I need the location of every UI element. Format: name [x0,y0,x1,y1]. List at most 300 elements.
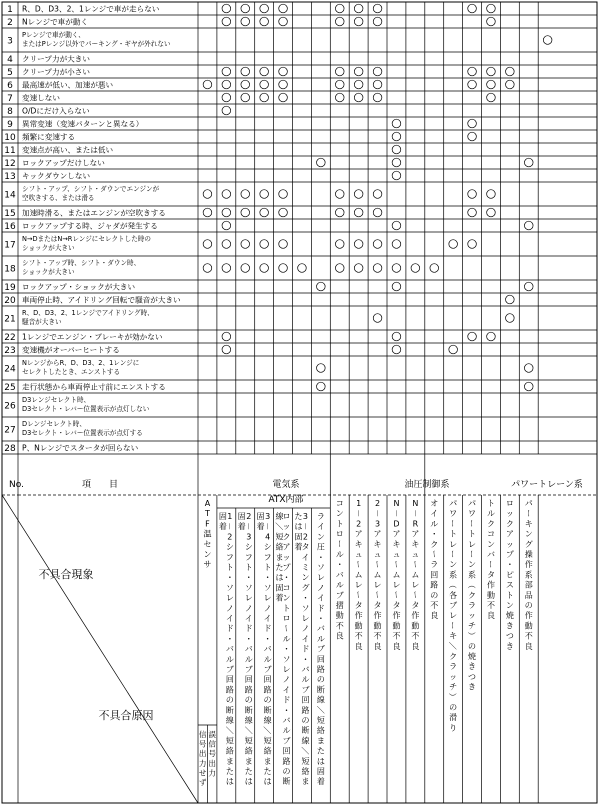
cause-label-char: レ [301,614,310,623]
cause-label-char: ラ [430,560,439,570]
check-circle-mark [468,67,477,76]
row-symptom-text: またはPレンジ以外でパーキング・ギヤが外れない [22,40,171,48]
check-circle-mark [354,208,363,217]
cause-label-char: き [505,621,514,631]
cause-label-char: ・ [282,644,291,654]
row-number: 6 [7,81,13,91]
cause-label-char: 絡 [244,746,253,756]
check-circle-mark [373,264,382,273]
check-circle-mark [260,208,269,217]
row-number: 11 [4,146,16,156]
cause-column-label [238,512,253,786]
table-row [4,158,533,169]
check-circle-mark [392,332,401,341]
check-circle-mark [335,208,344,217]
check-circle-mark [241,80,250,89]
check-circle-mark [241,190,250,199]
cause-label-char: 回 [244,675,253,685]
cause-label-char: ル [335,580,344,590]
cause-label-char: レ [411,580,420,590]
cause-label-char: 不 [486,601,495,610]
cause-label-char: レ [373,580,382,590]
cause-label-char: 断 [263,705,272,715]
cause-label-char: ス [505,580,514,590]
check-circle-mark [392,145,401,154]
check-circle-mark [335,17,344,26]
check-circle-mark [260,80,269,89]
check-circle-mark [468,119,477,128]
cause-label-char: ・ [316,614,325,623]
group-powertrain: パワートレーン系 [511,480,583,490]
cause-label-char: ワ [449,509,458,519]
cause-label-char: ュ [354,550,363,559]
row-symptom-text: 変速しない [22,93,60,103]
cause-label-char: ー [391,590,401,599]
atf-sub-label-char: 力 [208,768,216,778]
cause-label-char: ト [486,499,495,508]
cause-label-char: 着 [275,593,284,603]
check-circle-mark [260,240,269,249]
cause-label-char: イ [263,614,272,623]
cause-label-char: ） [467,631,477,640]
table-row [4,282,533,294]
cause-label-char: ま [301,777,310,787]
cause-label-char: ド [263,624,272,634]
cause-label-char: 作 [486,580,495,590]
cause-label-char: ン [316,532,325,542]
row-number: 1 [7,5,13,15]
cause-label-char: － [262,522,272,531]
cause-label-char: 断 [244,705,253,715]
row-number: 27 [4,425,16,436]
check-circle-mark [260,190,269,199]
cause-label-char: ／ [224,726,234,735]
check-circle-mark [279,4,288,13]
table-row [4,419,143,437]
check-circle-mark [241,4,250,13]
check-circle-mark [543,36,552,45]
cause-label-char: ー [429,550,439,558]
cause-label-char: 路 [282,756,291,766]
cause-label-char: ル [316,634,325,644]
cause-label-char: ク [505,519,514,529]
cause-label-char: （ [448,580,458,589]
cause-label-char: は [225,777,234,787]
cause-label-char: ー [372,590,382,599]
cause-column-label [486,499,495,620]
cause-label-char: 不 [524,631,533,641]
cause-label-char: の [263,695,272,705]
row-number: 23 [4,346,16,356]
check-circle-mark [506,67,515,76]
row-symptom-text: NレンジからR、D、D3、2、1レンジに [22,359,140,367]
cause-label-char: ー [410,560,420,569]
row-symptom-text: クリープ力が小さい [22,67,90,77]
cause-label-char: ・ [505,560,514,570]
cause-label-char: 2 [375,499,381,508]
cause-label-char: ・ [316,552,325,562]
cause-label-char: ー [523,509,533,518]
cause-column-label [373,499,382,651]
row-symptom-text: D3セレクト・レバー位置表示が点灯しない [22,405,150,413]
cause-label-char: 短 [263,736,272,746]
check-circle-mark [335,80,344,89]
cause-label-char: ブ [225,665,234,674]
cause-label-char: ル [282,726,291,736]
check-circle-mark [487,4,496,13]
cause-label-char: バ [486,550,495,559]
row-symptom-text: ショックが大きい [22,244,75,252]
row-symptom-text: セレクトしたとき、エンストする [22,368,121,376]
cause-label-char: オ [430,499,439,508]
cause-label-char: 断 [316,685,325,695]
check-circle-mark [524,221,533,230]
cause-label-char: バ [225,644,234,654]
cause-column-label [410,499,419,651]
cause-label-char: 絡 [225,746,234,756]
check-circle-mark [317,158,326,167]
cause-label-char: 回 [301,695,310,705]
cause-label-char: チ [468,621,477,631]
cause-label-char: ル [244,654,253,664]
cause-label-char: N [393,499,400,508]
check-circle-mark [203,208,212,217]
cause-label-char: プ [282,563,291,572]
check-circle-mark [373,190,382,199]
cause-label-char: 作 [411,611,420,621]
cause-label-char: 路 [316,665,325,674]
check-circle-mark [222,80,231,89]
cause-label-char: 2 [302,532,308,542]
check-circle-mark [203,80,212,89]
cause-label-char: ・ [301,654,310,664]
cause-label-char: ル [282,634,291,644]
cause-label-char: バ [263,644,272,654]
check-circle-mark [487,67,496,76]
cause-label-char: ／ [448,641,458,650]
check-circle-mark [487,208,496,217]
cause-label-char: － [391,509,401,518]
cause-label-char: 系 [468,570,477,580]
check-circle-mark [279,67,288,76]
check-circle-mark [260,4,269,13]
cause-label-char: 路 [244,685,253,695]
cause-label-char: ・ [282,705,291,715]
cause-label-char: ロ [335,529,344,539]
check-circle-mark [222,67,231,76]
cause-label-char: 動 [335,611,344,621]
cause-label-char: ト [263,563,272,572]
group-atx: ATX内部 [268,495,304,505]
check-circle-mark [222,93,231,102]
cause-label-char: 絡 [316,726,325,736]
cause-label-char: 動 [392,621,401,631]
cause-label-char: ノ [282,675,291,685]
check-circle-mark [468,332,477,341]
cause-label-char: － [353,509,363,518]
cause-label-char: 作 [354,611,363,621]
check-circle-mark [241,93,250,102]
cause-label-char: バ [301,665,310,674]
cause-label-char: － [224,522,234,531]
table-row [4,382,533,394]
check-circle-mark [487,80,496,89]
cause-label-char: ー [448,550,458,558]
row-symptom-text: Dレンジセレクト時、 [22,420,86,428]
cause-label-char: レ [225,593,234,603]
cause-label-char: 回 [430,570,439,580]
cause-label-char: ー [391,560,401,569]
cause-label-char: フ [244,552,253,562]
row-symptom-text: R、D、D3、2、1レンジでアイドリング時、 [22,309,154,317]
cause-label-char: ロ [282,614,291,623]
cause-label-char: ー [467,519,477,528]
cause-label-char: ン [301,573,310,583]
cause-label-char: フ [225,552,234,562]
table-row [4,185,495,202]
cause-label-char: ー [467,550,477,558]
cause-label-char: セ [203,539,212,549]
cause-label-char: バ [316,624,325,634]
cause-label-char: ム [411,570,420,580]
cause-label-char: ア [392,529,401,539]
cause-label-char: ー [372,560,382,569]
cause-label-char: バ [282,716,291,725]
table-row [7,17,495,29]
cause-column-label [429,499,438,620]
row-symptom-text: P、Nレンジでスタータが回らない [22,443,139,453]
cause-label-char: フ [263,552,272,562]
cause-label-char: レ [263,593,272,603]
cause-label-char: 固 [275,583,284,593]
cause-label-char: ま [275,552,284,562]
check-circle-mark [392,221,401,230]
cause-label-char: － [243,522,253,531]
row-symptom-text: 頻繁に変速する [22,132,76,142]
cause-label-char: 作 [524,611,533,621]
cause-label-char: ） [448,692,458,701]
check-circle-mark [449,240,458,249]
cause-label-char: 線 [301,736,310,746]
cause-label-char: レ [392,580,401,590]
cause-column-label [391,499,400,651]
cause-label-char: 路 [225,685,234,695]
cause-label-char: ュ [373,550,382,559]
check-circle-mark [354,240,363,249]
table-row [4,359,533,376]
cause-label-char: は [294,522,303,532]
row-number: 5 [7,68,13,78]
row-symptom-text: 変速機がオーバーヒートする [22,345,120,355]
check-circle-mark [373,240,382,249]
table-row [4,208,495,220]
cause-label-char: 固 [237,512,246,521]
cause-column-label [257,512,272,786]
cause-label-char: ・ [244,634,253,644]
cause-label-char: 動 [354,621,363,631]
cause-label-char: 4 [265,532,271,542]
table-row [7,106,231,118]
atf-sub-label-char: 力 [198,758,207,768]
row-number: 17 [4,240,16,251]
cause-label-char: 路 [301,705,310,715]
row-symptom-text: ショックが大きい [22,268,75,276]
cause-label-char: ミ [301,563,310,572]
cause-label-char: 動 [411,621,420,631]
check-circle-mark [222,332,231,341]
cause-label-char: 短 [301,756,310,766]
cause-label-char: ド [225,624,234,634]
row-number: 28 [4,444,16,454]
atf-sub-label-char: 号 [198,739,207,749]
cause-column-label [294,512,309,786]
cause-label-char: 着 [256,522,265,532]
row-number: 21 [4,314,16,325]
check-circle-mark [222,240,231,249]
cause-column-label [467,499,476,692]
row-number: 14 [4,190,16,201]
cause-label-char: ッ [282,552,291,562]
cause-label-char: 不 [392,631,401,641]
cause-label-char: 焼 [505,611,514,621]
cause-label-char: － [410,509,420,518]
cause-label-char: ソ [225,583,234,593]
check-circle-mark [279,17,288,26]
table-row [4,221,533,233]
check-circle-mark [222,4,231,13]
check-circle-mark [506,80,515,89]
check-circle-mark [392,240,401,249]
table-row [7,67,514,79]
check-circle-mark [222,345,231,354]
cause-label-char: イ [282,685,291,695]
table-row [4,444,138,455]
cause-label-char: ト [468,529,477,539]
cause-label-char: ・ [225,634,234,644]
cause-label-char: イ [225,614,234,623]
cause-column-label [275,511,291,786]
cause-label-char: ま [263,756,272,766]
cause-label-char: 部 [524,580,533,590]
table-row [7,80,514,92]
atf-sub-label [208,730,216,777]
check-circle-mark [468,132,477,141]
check-circle-mark [524,158,533,167]
cause-label-char: 各 [449,590,458,600]
cause-label-char: ア [411,529,420,539]
cause-label-char: 作 [392,611,401,621]
check-circle-mark [279,264,288,273]
cause-label-char: シ [244,542,253,552]
cause-label-char: 線 [316,695,325,705]
cause-label-char: ／ [262,726,272,735]
cause-label-char: レ [449,611,458,621]
row-symptom-text: 走行状態から車両停止寸前にエンストする [22,382,166,392]
cause-label-char: 固 [316,767,325,776]
atf-sub-label [199,729,207,787]
cause-label-char: は [316,756,325,766]
cause-label-char: イ [301,634,310,644]
cause-label-char: ア [282,542,291,552]
cause-label-char: タ [301,542,310,552]
cause-column-label [506,499,514,651]
cause-column-label [219,512,234,786]
cause-label-char: ッ [449,672,458,682]
row-symptom-text: Nレンジで車が動く [22,17,89,27]
cause-label-char: ッ [468,611,477,621]
cause-label-char: 着 [316,777,325,787]
cause-label-char: ソ [282,654,291,664]
check-circle-mark [222,221,231,230]
check-circle-mark [354,67,363,76]
cause-label-char: た [316,746,325,756]
cause-column-label [203,499,211,569]
cause-label-char: 絡 [263,746,272,756]
cause-label-char: 良 [430,611,439,621]
cause-label-char: 焼 [468,652,477,661]
check-circle-mark [468,240,477,249]
check-circle-mark [222,190,231,199]
cause-label-char: た [294,512,303,521]
cause-label-char: 動 [486,590,495,600]
check-circle-mark [449,345,458,354]
cause-label-char: は [244,777,253,787]
check-circle-mark [373,208,382,217]
cause-label-char: シ [263,542,272,552]
check-circle-mark [241,240,250,249]
cause-label-char: A [204,499,211,508]
check-circle-mark [298,264,307,273]
cause-label-char: ト [449,529,458,539]
check-circle-mark [392,264,401,273]
check-circle-mark [392,158,401,167]
cause-label-char: レ [244,593,253,603]
cause-label-char: 不 [373,631,382,641]
cause-label-char: 着 [237,522,246,532]
cause-label-char: つ [505,631,514,641]
cause-label-char: ブ [316,644,325,654]
group-hydraulic: 油圧制御系 [404,480,450,490]
cause-label-char: ノ [244,603,253,613]
cause-label-char: き [468,662,477,672]
cause-label-char: は [275,573,284,583]
row-symptom-text: R、D、D3、2、1レンジで車が走らない [22,4,160,14]
table-row [4,345,457,357]
cause-column-label [316,512,325,786]
cause-label-char: ロ [282,512,291,521]
cause-label-char: 回 [263,675,272,685]
cause-label-char: ブ [449,601,458,610]
check-circle-mark [392,345,401,354]
cause-label-char: 動 [524,621,533,631]
group-electrical: 電気系 [272,480,300,490]
check-circle-mark [260,67,269,76]
cause-label-char: （ [467,580,477,589]
row-number: 8 [7,107,13,117]
cause-label-char: ム [354,570,363,580]
cause-label-char: 3 [302,512,308,521]
cause-label-char: ラ [468,601,477,610]
cause-label-char: ソ [301,603,310,613]
cause-label-char: タ [411,601,420,610]
cause-label-char: 回 [316,654,325,664]
cause-column-label [354,499,363,651]
cause-label-char: ピ [505,570,514,580]
cause-label-char: 断 [225,705,234,715]
cause-label-char: ル [486,509,495,519]
cause-label-char: 良 [411,641,420,651]
cause-label-char: 圧 [316,542,325,552]
